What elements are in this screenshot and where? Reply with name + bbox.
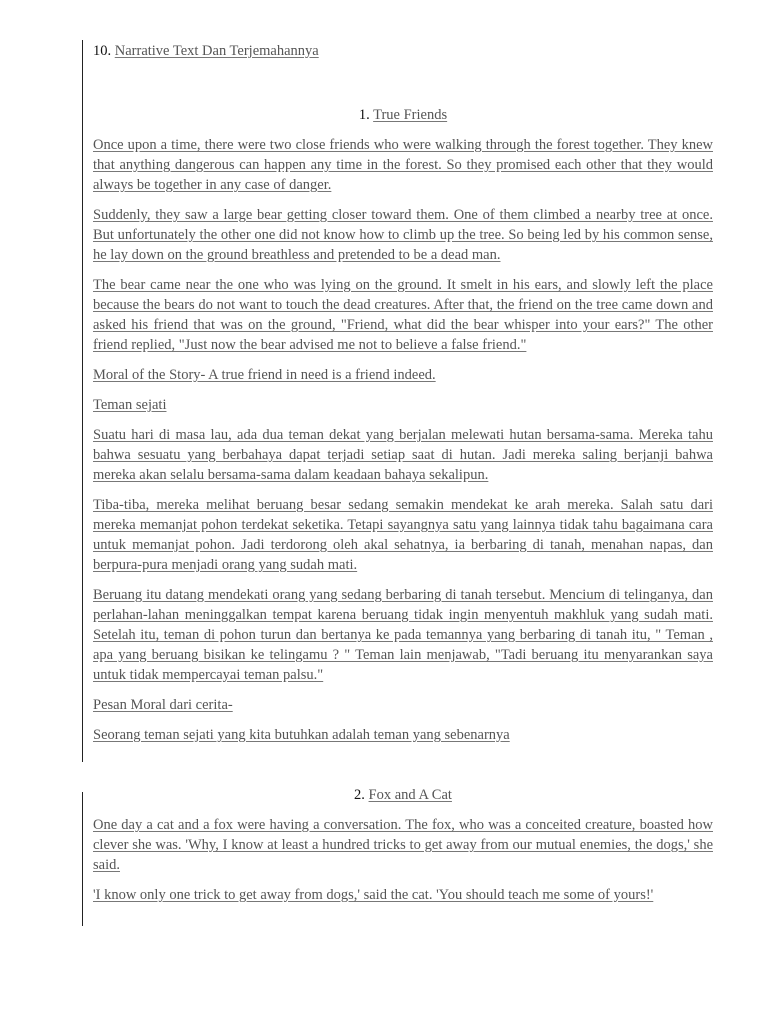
paragraph: 'I know only one trick to get away from dogs,' said the cat. 'You should teach me some of yours!' [93, 887, 654, 903]
paragraph: Beruang itu datang mendekati orang yang sedang berbaring di tanah tersebut. Mencium di telinganya, dan perlahan-lahan meninggalkan tempat karena beruang tidak ingin menyentuh makhluk yang sudah mati. Setelah itu, teman di pohon turun dan bertanya ke pada temannya yang berbaring di tanah itu, " Teman , apa yang beruang bisikan ke telingamu ? " Teman lain menjawab, "Tadi beruang itu menyarankan saya untuk tidak mempercayai teman palsu." [93, 587, 713, 683]
moral-line: Moral of the Story- A true friend in need is a friend indeed. [93, 367, 436, 383]
paragraph: Suddenly, they saw a large bear getting closer toward them. One of them climbed a nearby tree at once. But unfortunately the other one did not know how to climb up the tree. So being led by his common sense, he lay down on the ground breathless and pretended to be a dead man. [93, 207, 713, 263]
paragraph: One day a cat and a fox were having a conversation. The fox, who was a conceited creature, boasted how clever she was. 'Why, I know at least a hundred tricks to get away from our mutual enemies, the dogs,' she said. [93, 817, 713, 873]
story-title [93, 105, 713, 125]
paragraph: Once upon a time, there were two close friends who were walking through the forest together. They knew that anything dangerous can happen any time in the forest. So they promised each other that they would always be together in any case of danger. [93, 137, 713, 193]
story-title-link[interactable]: Fox and A Cat [368, 787, 452, 803]
story-number: 1. [358, 107, 370, 123]
moral-line: Seorang teman sejati yang kita butuhkan adalah teman yang sebenarnya [93, 727, 510, 743]
story-title-link[interactable]: True Friends [373, 107, 448, 123]
paragraph: Suatu hari di masa lau, ada dua teman dekat yang berjalan melewati hutan bersama-sama. Mereka tahu bahwa sesuatu yang berbahaya dapat terjadi setiap saat di hutan. Jadi mereka saling berjanji bahwa mereka akan selalu bersama-sama dalam keadaan bahaya sekalipun. [93, 427, 713, 483]
paragraph: Tiba-tiba, mereka melihat beruang besar sedang semakin mendekat ke arah mereka. Salah satu dari mereka memanjat pohon terdekat seketika. Tetapi sayangnya satu yang lainnya tidak tahu bagaimana cara untuk memanjat pohon. Jadi terdorong oleh akal sehatnya, ia berbaring di tanah, menahan napas, dan berpura-pura menjadi orang yang sudah mati. [93, 497, 713, 573]
section-number: 10. [93, 43, 112, 59]
translation-title: Teman sejati [93, 397, 167, 413]
story-number: 2. [354, 787, 365, 803]
paragraph: The bear came near the one who was lying on the ground. It smelt in his ears, and slowly left the place because the bears do not want to touch the dead creatures. After that, the friend on the tree came down and asked his friend that was on the ground, "Friend, what did the bear whisper into your ears?" The other friend replied, "Just now the bear advised me not to believe a false friend." [93, 277, 713, 353]
section-title-link[interactable]: Narrative Text Dan Terjemahannya [114, 43, 319, 59]
document-body [93, 41, 713, 905]
section-heading [93, 41, 713, 61]
margin-rule [82, 40, 83, 762]
story-title [93, 785, 713, 805]
margin-rule [82, 792, 83, 926]
moral-heading: Pesan Moral dari cerita- [93, 697, 233, 713]
